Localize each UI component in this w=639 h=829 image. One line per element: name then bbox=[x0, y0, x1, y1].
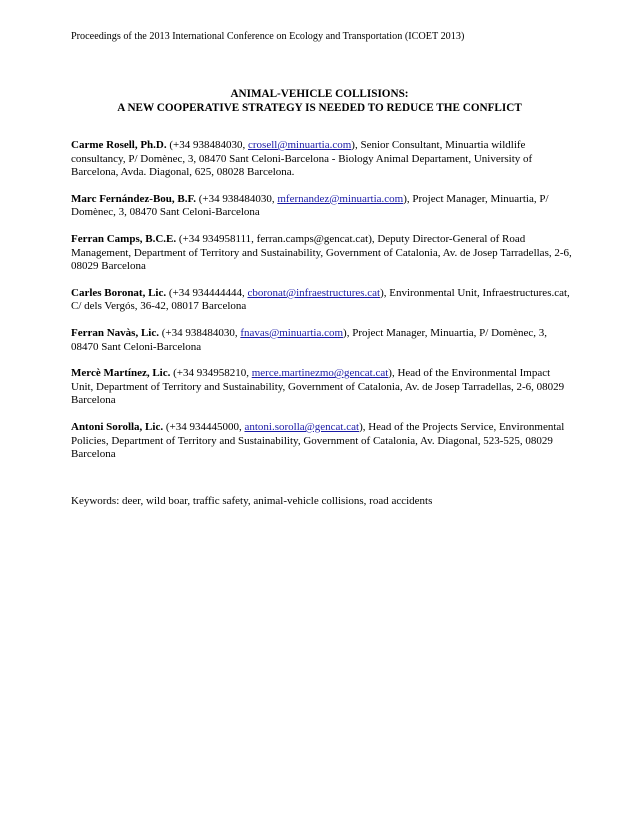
author-name: Ferran Camps, B.C.E. bbox=[71, 232, 177, 245]
author-phone: (+34 938484030, bbox=[166, 139, 248, 151]
author-list bbox=[71, 139, 575, 475]
author-affiliation: ), Head of the Projects Service, Environmental Policies, Department of Territory and Sustainability, Government of Catalonia, Av. Diagonal, 523-525, 08029 Barcelona bbox=[71, 420, 565, 461]
author-entry bbox=[71, 193, 575, 220]
author-phone: (+34 938484030, bbox=[158, 326, 241, 339]
author-phone: (+34 934958210, bbox=[170, 367, 252, 380]
author-email-link[interactable]: crosell@minuartia.com bbox=[248, 139, 352, 151]
author-email-link[interactable]: merce.martinezmo@gencat.cat bbox=[251, 367, 389, 380]
author-entry bbox=[71, 139, 575, 180]
keywords: Keywords: deer, wild boar, traffic safety, animal-vehicle collisions, road accidents bbox=[71, 495, 433, 507]
author-email-link[interactable]: antoni.sorolla@gencat.cat bbox=[244, 420, 360, 433]
author-entry bbox=[71, 233, 575, 274]
author-email: ferran.camps@gencat.cat bbox=[256, 232, 369, 245]
author-affiliation: ), Project Manager, Minuartia, P/ Domènec, 3, 08470 Sant Celoni-Barcelona bbox=[71, 326, 547, 353]
author-affiliation: ), Senior Consultant, Minuartia wildlife consultancy, P/ Domènec, 3, 08470 Sant Celoni-Barcelona - Biology Animal Departament, University of Barcelona, Avda. Diagonal, 625, 08028 Barcelona. bbox=[71, 139, 533, 179]
author-name: Antoni Sorolla, Lic. bbox=[71, 420, 164, 433]
author-entry bbox=[71, 367, 575, 408]
author-entry bbox=[71, 287, 575, 314]
author-name: Mercè Martínez, Lic. bbox=[71, 367, 171, 380]
author-affiliation: ), Project Manager, Minuartia, P/ Domènec, 3, 08470 Sant Celoni-Barcelona bbox=[71, 192, 549, 219]
title-line-2: A NEW COOPERATIVE STRATEGY IS NEEDED TO REDUCE THE CONFLICT bbox=[117, 102, 522, 114]
author-email-link[interactable]: mfernandez@minuartia.com bbox=[277, 192, 404, 205]
author-name: Marc Fernández-Bou, B.F. bbox=[71, 192, 196, 205]
running-header: Proceedings of the 2013 International Conference on Ecology and Transportation (ICOET 2013) bbox=[71, 31, 465, 42]
author-name: Ferran Navàs, Lic. bbox=[71, 326, 159, 339]
author-entry bbox=[71, 327, 575, 354]
author-phone: (+34 934445000, bbox=[163, 420, 245, 433]
author-affiliation: ), Environmental Unit, Infraestructures.cat, C/ dels Vergós, 36-42, 08017 Barcelona bbox=[71, 286, 570, 313]
author-email-link[interactable]: cboronat@infraestructures.cat bbox=[247, 286, 381, 299]
author-phone: (+34 934444444, bbox=[166, 286, 248, 299]
author-name: Carles Boronat, Lic. bbox=[71, 286, 167, 299]
title-line-1: ANIMAL-VEHICLE COLLISIONS: bbox=[230, 88, 409, 100]
paper-title bbox=[0, 87, 639, 115]
author-affiliation: ), Head of the Environmental Impact Unit, Department of Territory and Sustainability, Government of Catalonia, Av. de Josep Tarradellas, 2-6, 08029 Barcelona bbox=[71, 367, 565, 407]
author-affiliation: ), Deputy Director-General of Road Management, Department of Territory and Sustainability, Government of Catalonia, Av. de Josep Tarradellas, 2-6, 08029 Barcelona bbox=[71, 232, 572, 273]
author-email-link[interactable]: fnavas@minuartia.com bbox=[240, 326, 344, 339]
author-phone: (+34 938484030, bbox=[195, 192, 278, 205]
author-name: Carme Rosell, Ph.D. bbox=[71, 139, 167, 151]
author-entry bbox=[71, 421, 575, 462]
author-phone: (+34 934958111, bbox=[176, 232, 257, 245]
